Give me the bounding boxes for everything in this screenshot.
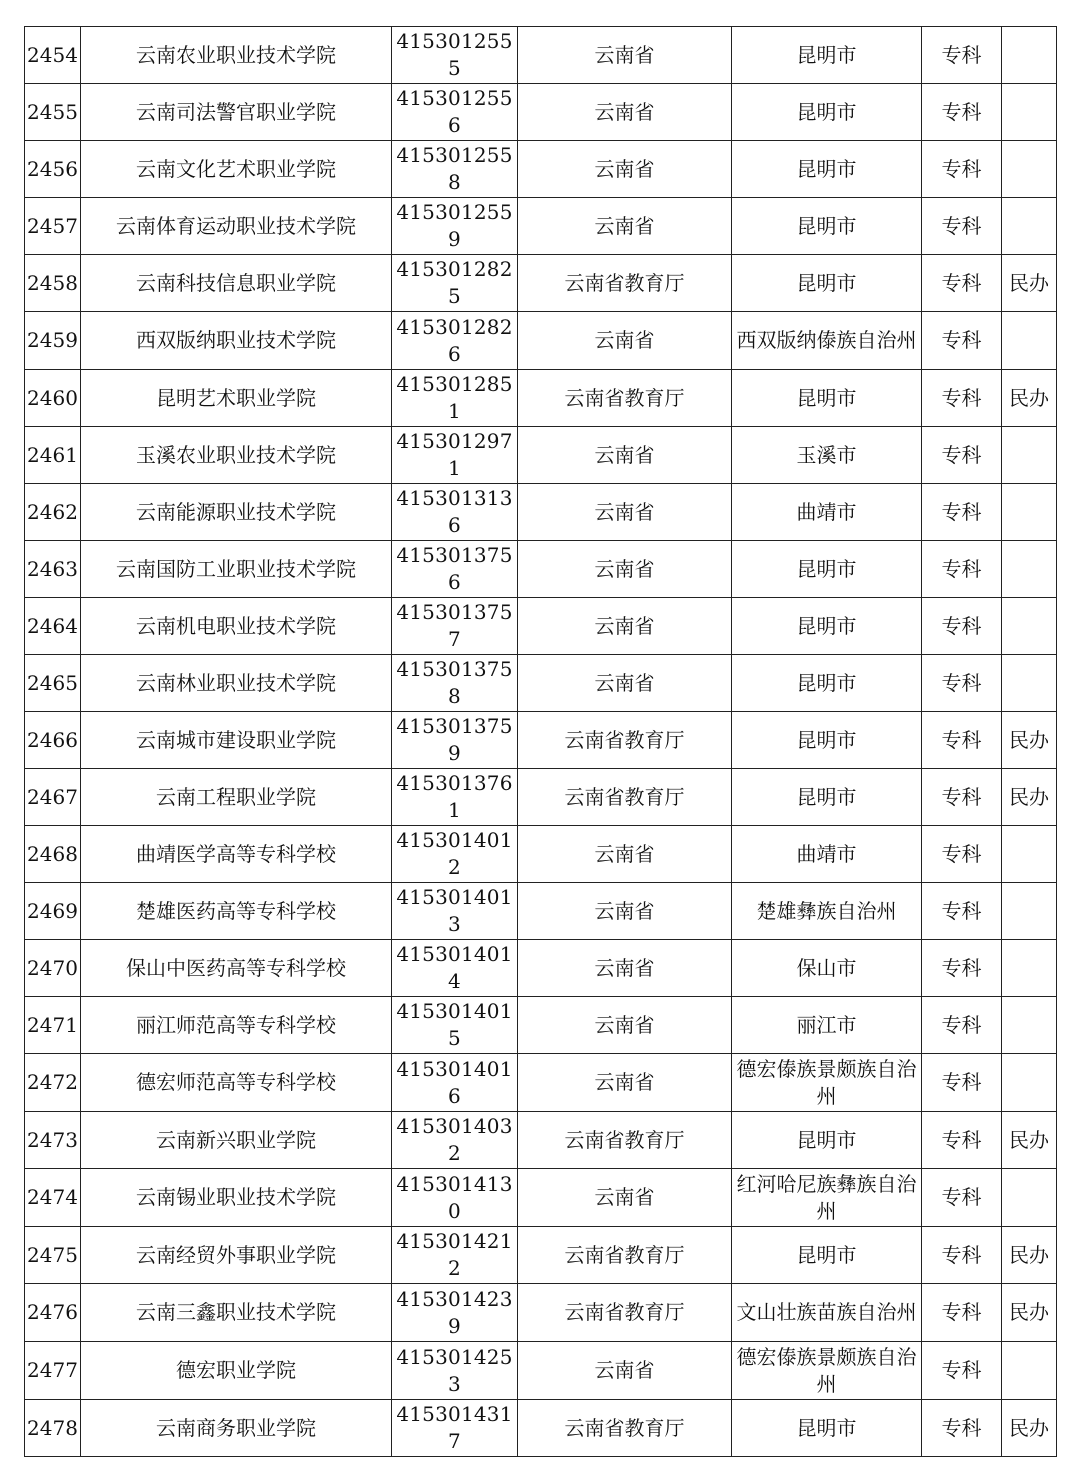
institution-location: 昆明市 [732,1400,922,1457]
institution-location: 昆明市 [732,541,922,598]
supervising-authority: 云南省 [518,826,732,883]
institution-name: 云南林业职业技术学院 [81,655,392,712]
table-row [25,1054,1057,1112]
table-row [25,312,1057,370]
institution-name: 云南经贸外事职业学院 [81,1227,392,1284]
institution-code: 4153012851 [392,370,518,427]
table-row [25,940,1057,997]
row-number: 2477 [25,1342,81,1400]
institution-remark: 民办 [1002,1400,1057,1457]
supervising-authority: 云南省教育厅 [518,769,732,826]
institution-remark [1002,826,1057,883]
supervising-authority: 云南省 [518,883,732,940]
institution-name: 德宏师范高等专科学校 [81,1054,392,1112]
institution-code: 4153012558 [392,141,518,198]
table-row [25,997,1057,1054]
supervising-authority: 云南省教育厅 [518,255,732,312]
supervising-authority: 云南省教育厅 [518,1112,732,1169]
institution-location: 昆明市 [732,769,922,826]
institution-name: 云南锡业职业技术学院 [81,1169,392,1227]
institution-code: 4153012556 [392,84,518,141]
institution-code: 4153014253 [392,1342,518,1400]
institution-name: 云南城市建设职业学院 [81,712,392,769]
education-level: 专科 [922,883,1002,940]
institution-remark [1002,141,1057,198]
table-row [25,1112,1057,1169]
table-row [25,427,1057,484]
institution-code: 4153014130 [392,1169,518,1227]
institution-name: 德宏职业学院 [81,1342,392,1400]
institution-location: 昆明市 [732,198,922,255]
row-number: 2471 [25,997,81,1054]
institution-table [24,26,1057,1457]
institution-location: 曲靖市 [732,826,922,883]
institution-code: 4153014016 [392,1054,518,1112]
supervising-authority: 云南省教育厅 [518,1227,732,1284]
institution-code: 4153013759 [392,712,518,769]
row-number: 2469 [25,883,81,940]
institution-name: 云南科技信息职业学院 [81,255,392,312]
institution-name: 昆明艺术职业学院 [81,370,392,427]
institution-code: 4153012559 [392,198,518,255]
institution-remark [1002,27,1057,84]
institution-location: 昆明市 [732,1227,922,1284]
table-row [25,141,1057,198]
education-level: 专科 [922,655,1002,712]
institution-name: 云南机电职业技术学院 [81,598,392,655]
row-number: 2478 [25,1400,81,1457]
institution-location: 昆明市 [732,255,922,312]
table-row [25,655,1057,712]
supervising-authority: 云南省 [518,427,732,484]
row-number: 2456 [25,141,81,198]
row-number: 2468 [25,826,81,883]
institution-name: 云南商务职业学院 [81,1400,392,1457]
row-number: 2466 [25,712,81,769]
row-number: 2476 [25,1284,81,1342]
education-level: 专科 [922,769,1002,826]
institution-code: 4153012555 [392,27,518,84]
institution-location: 昆明市 [732,370,922,427]
row-number: 2464 [25,598,81,655]
table-row [25,1227,1057,1284]
institution-code: 4153014015 [392,997,518,1054]
supervising-authority: 云南省 [518,1054,732,1112]
institution-remark: 民办 [1002,1112,1057,1169]
education-level: 专科 [922,541,1002,598]
education-level: 专科 [922,997,1002,1054]
institution-location: 昆明市 [732,84,922,141]
institution-remark [1002,655,1057,712]
institution-table-body [25,27,1057,1457]
table-row [25,883,1057,940]
education-level: 专科 [922,427,1002,484]
education-level: 专科 [922,484,1002,541]
institution-location: 昆明市 [732,27,922,84]
institution-name: 云南工程职业学院 [81,769,392,826]
institution-remark: 民办 [1002,1284,1057,1342]
institution-code: 4153012971 [392,427,518,484]
institution-remark: 民办 [1002,255,1057,312]
institution-location: 曲靖市 [732,484,922,541]
supervising-authority: 云南省教育厅 [518,712,732,769]
institution-code: 4153013136 [392,484,518,541]
row-number: 2467 [25,769,81,826]
row-number: 2454 [25,27,81,84]
education-level: 专科 [922,1112,1002,1169]
institution-code: 4153014032 [392,1112,518,1169]
institution-remark: 民办 [1002,769,1057,826]
supervising-authority: 云南省 [518,141,732,198]
institution-remark: 民办 [1002,370,1057,427]
row-number: 2460 [25,370,81,427]
institution-location: 玉溪市 [732,427,922,484]
supervising-authority: 云南省 [518,655,732,712]
table-row [25,1400,1057,1457]
institution-code: 4153014014 [392,940,518,997]
row-number: 2475 [25,1227,81,1284]
table-row [25,84,1057,141]
supervising-authority: 云南省 [518,27,732,84]
institution-remark [1002,541,1057,598]
row-number: 2457 [25,198,81,255]
institution-remark [1002,598,1057,655]
education-level: 专科 [922,370,1002,427]
institution-location: 丽江市 [732,997,922,1054]
education-level: 专科 [922,1400,1002,1457]
supervising-authority: 云南省 [518,198,732,255]
education-level: 专科 [922,27,1002,84]
institution-code: 4153013761 [392,769,518,826]
institution-location: 昆明市 [732,655,922,712]
row-number: 2474 [25,1169,81,1227]
education-level: 专科 [922,940,1002,997]
row-number: 2459 [25,312,81,370]
institution-location: 昆明市 [732,1112,922,1169]
institution-location: 文山壮族苗族自治州 [732,1284,922,1342]
institution-code: 4153012826 [392,312,518,370]
table-row [25,370,1057,427]
institution-list-sheet [24,26,1056,1457]
institution-remark [1002,312,1057,370]
supervising-authority: 云南省 [518,940,732,997]
table-row [25,1169,1057,1227]
institution-remark [1002,198,1057,255]
education-level: 专科 [922,826,1002,883]
supervising-authority: 云南省 [518,997,732,1054]
institution-remark [1002,1054,1057,1112]
institution-code: 4153013757 [392,598,518,655]
table-row [25,484,1057,541]
institution-remark [1002,484,1057,541]
institution-name: 云南体育运动职业技术学院 [81,198,392,255]
table-row [25,769,1057,826]
institution-location: 昆明市 [732,712,922,769]
institution-remark [1002,1169,1057,1227]
education-level: 专科 [922,141,1002,198]
institution-location: 德宏傣族景颇族自治州 [732,1054,922,1112]
education-level: 专科 [922,1227,1002,1284]
institution-remark [1002,1342,1057,1400]
institution-name: 云南司法警官职业学院 [81,84,392,141]
education-level: 专科 [922,1284,1002,1342]
institution-name: 玉溪农业职业技术学院 [81,427,392,484]
institution-location: 昆明市 [732,141,922,198]
institution-code: 4153014239 [392,1284,518,1342]
supervising-authority: 云南省教育厅 [518,1400,732,1457]
supervising-authority: 云南省 [518,312,732,370]
institution-location: 保山市 [732,940,922,997]
row-number: 2473 [25,1112,81,1169]
institution-remark [1002,940,1057,997]
table-row [25,1342,1057,1400]
institution-code: 4153014013 [392,883,518,940]
education-level: 专科 [922,255,1002,312]
education-level: 专科 [922,312,1002,370]
supervising-authority: 云南省教育厅 [518,370,732,427]
institution-location: 红河哈尼族彝族自治州 [732,1169,922,1227]
institution-code: 4153013758 [392,655,518,712]
institution-code: 4153014212 [392,1227,518,1284]
supervising-authority: 云南省 [518,1169,732,1227]
institution-name: 云南能源职业技术学院 [81,484,392,541]
institution-location: 西双版纳傣族自治州 [732,312,922,370]
table-row [25,198,1057,255]
institution-location: 楚雄彝族自治州 [732,883,922,940]
institution-name: 西双版纳职业技术学院 [81,312,392,370]
education-level: 专科 [922,1342,1002,1400]
row-number: 2462 [25,484,81,541]
institution-code: 4153013756 [392,541,518,598]
institution-remark: 民办 [1002,712,1057,769]
institution-name: 云南三鑫职业技术学院 [81,1284,392,1342]
row-number: 2465 [25,655,81,712]
table-row [25,712,1057,769]
education-level: 专科 [922,1169,1002,1227]
table-row [25,541,1057,598]
institution-name: 云南新兴职业学院 [81,1112,392,1169]
table-row [25,1284,1057,1342]
education-level: 专科 [922,712,1002,769]
institution-name: 云南文化艺术职业学院 [81,141,392,198]
institution-remark [1002,997,1057,1054]
row-number: 2463 [25,541,81,598]
institution-name: 曲靖医学高等专科学校 [81,826,392,883]
institution-name: 云南国防工业职业技术学院 [81,541,392,598]
row-number: 2472 [25,1054,81,1112]
institution-remark [1002,883,1057,940]
institution-name: 保山中医药高等专科学校 [81,940,392,997]
institution-code: 4153014317 [392,1400,518,1457]
education-level: 专科 [922,598,1002,655]
table-row [25,27,1057,84]
institution-remark [1002,84,1057,141]
institution-code: 4153014012 [392,826,518,883]
row-number: 2458 [25,255,81,312]
supervising-authority: 云南省 [518,484,732,541]
institution-remark [1002,427,1057,484]
table-row [25,598,1057,655]
supervising-authority: 云南省教育厅 [518,1284,732,1342]
institution-name: 云南农业职业技术学院 [81,27,392,84]
institution-name: 丽江师范高等专科学校 [81,997,392,1054]
supervising-authority: 云南省 [518,598,732,655]
table-row [25,826,1057,883]
table-row [25,255,1057,312]
education-level: 专科 [922,198,1002,255]
institution-location: 德宏傣族景颇族自治州 [732,1342,922,1400]
institution-code: 4153012825 [392,255,518,312]
education-level: 专科 [922,1054,1002,1112]
supervising-authority: 云南省 [518,84,732,141]
institution-location: 昆明市 [732,598,922,655]
supervising-authority: 云南省 [518,1342,732,1400]
institution-remark: 民办 [1002,1227,1057,1284]
institution-name: 楚雄医药高等专科学校 [81,883,392,940]
row-number: 2461 [25,427,81,484]
education-level: 专科 [922,84,1002,141]
row-number: 2455 [25,84,81,141]
row-number: 2470 [25,940,81,997]
supervising-authority: 云南省 [518,541,732,598]
